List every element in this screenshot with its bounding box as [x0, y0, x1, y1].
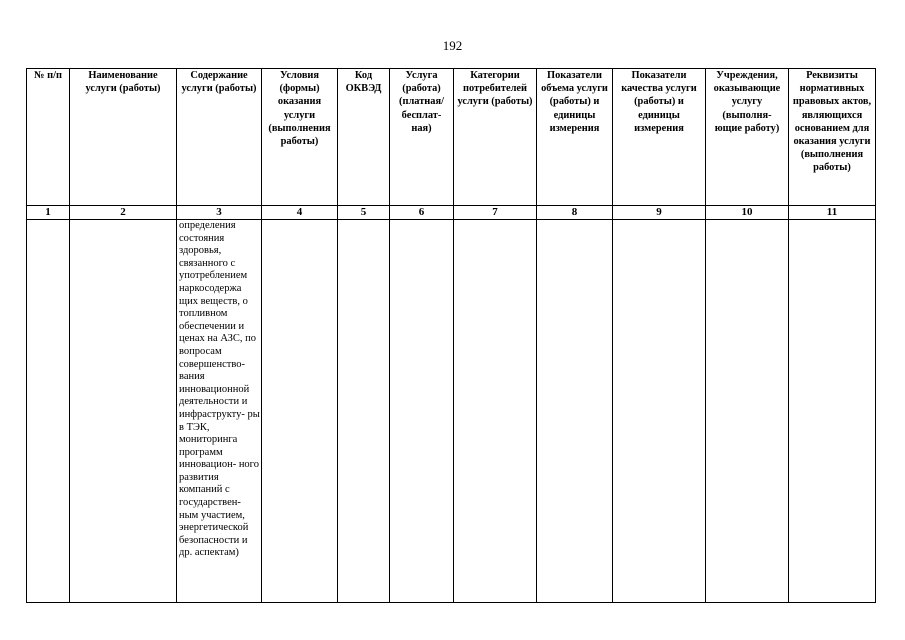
- table-row: [27, 220, 876, 603]
- column-number: 8: [537, 206, 613, 220]
- column-number: 7: [454, 206, 537, 220]
- column-number: 1: [27, 206, 70, 220]
- column-number: 9: [613, 206, 706, 220]
- header-institutions: Учреждения, оказывающие услугу (выполня- ющие работу): [706, 69, 789, 206]
- cell-quality-indicators: [613, 220, 706, 603]
- cell-number: [27, 220, 70, 603]
- header-quality-indicators: Показатели качества услуги (работы) и единицы измерения: [613, 69, 706, 206]
- header-service-content: Содержание услуги (работы): [177, 69, 262, 206]
- cell-paid-free: [390, 220, 454, 603]
- header-number: № п/п: [27, 69, 70, 206]
- column-number: 5: [338, 206, 390, 220]
- cell-legal-acts: [789, 220, 876, 603]
- cell-volume-indicators: [537, 220, 613, 603]
- cell-consumer-categories: [454, 220, 537, 603]
- header-row: [27, 69, 876, 206]
- page-number: 192: [442, 38, 463, 53]
- column-number: 2: [70, 206, 177, 220]
- header-volume-indicators: Показатели объема услуги (работы) и единицы измерения: [537, 69, 613, 206]
- header-service-name: Наименование услуги (работы): [70, 69, 177, 206]
- column-number-row: [27, 206, 876, 220]
- header-legal-acts: Реквизиты нормативных правовых актов, являющихся основанием для оказания услуги (выполнения работы): [789, 69, 876, 206]
- services-table: [26, 68, 876, 603]
- cell-okved-code: [338, 220, 390, 603]
- cell-institutions: [706, 220, 789, 603]
- column-number: 6: [390, 206, 454, 220]
- header-okved-code: Код ОКВЭД: [338, 69, 390, 206]
- cell-service-content: определения состояния здоровья, связанного с употреблением наркосодержа щих веществ, о топливном обеспечении и ценах на АЗС, по вопросам совершенство- вания инновационной деятельности и инфраструкту- ры в ТЭК, мониторинга программ инновацион- ного развития компаний с государствен- ным участием, энергетической безопасности и др. аспектам): [177, 220, 262, 603]
- cell-conditions: [262, 220, 338, 603]
- column-number: 10: [706, 206, 789, 220]
- header-consumer-categories: Категории потребителей услуги (работы): [454, 69, 537, 206]
- cell-service-name: [70, 220, 177, 603]
- column-number: 11: [789, 206, 876, 220]
- header-paid-free: Услуга (работа) (платная/ бесплат- ная): [390, 69, 454, 206]
- header-conditions: Условия (формы) оказания услуги (выполнения работы): [262, 69, 338, 206]
- column-number: 4: [262, 206, 338, 220]
- column-number: 3: [177, 206, 262, 220]
